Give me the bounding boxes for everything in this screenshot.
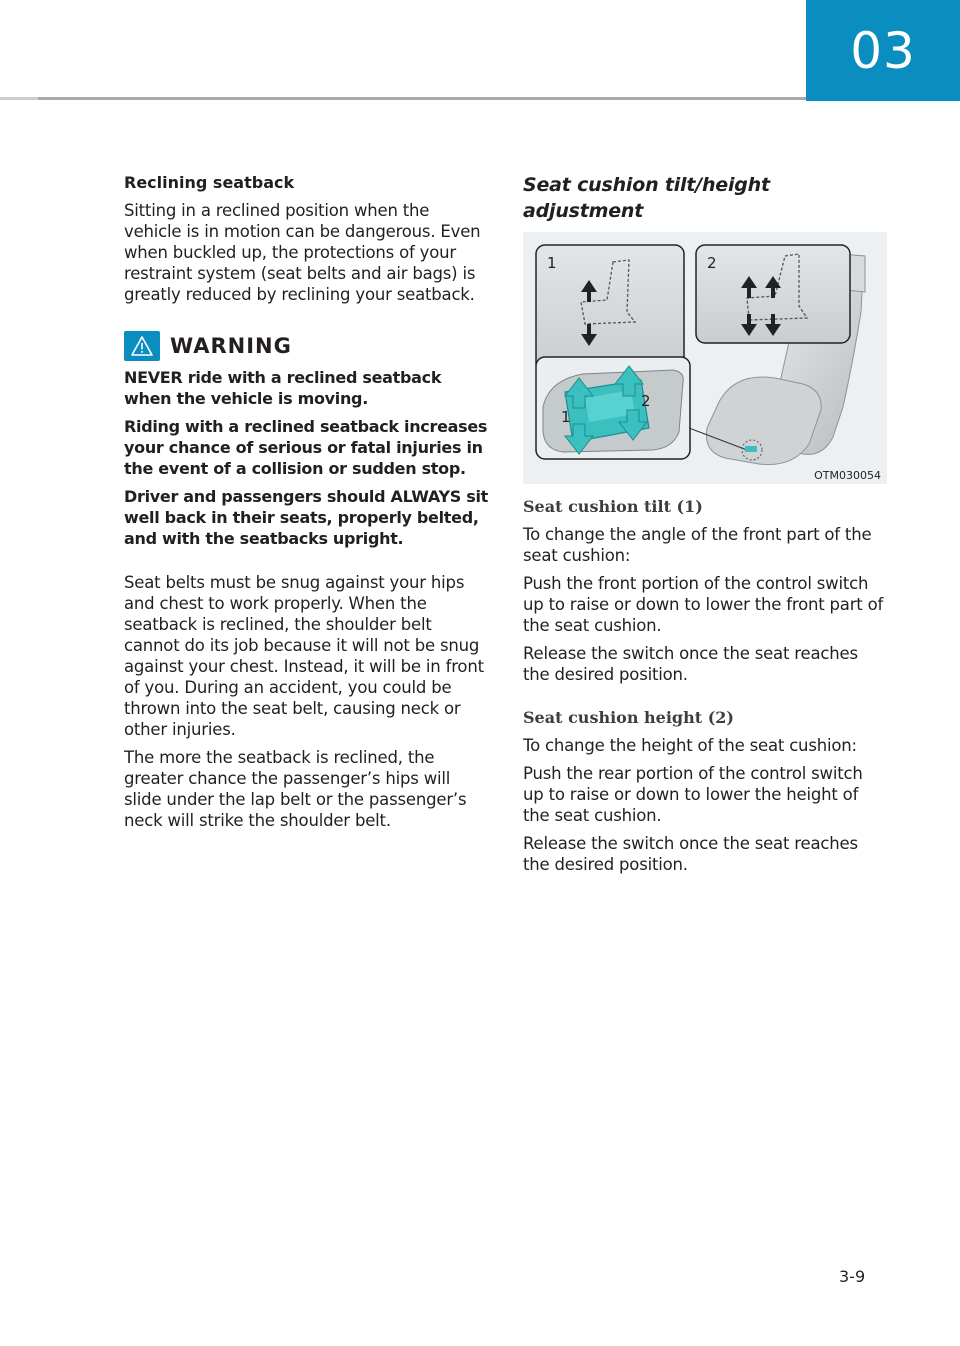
height-text-1: To change the height of the seat cushion: <box>523 736 857 755</box>
tilt-heading: Seat cushion tilt (1) <box>523 497 703 516</box>
reclining-heading: Reclining seatback <box>124 173 295 192</box>
tilt-text-2: Push the front portion of the control switch up to raise or down to lower the front part of the seat cushion. <box>523 574 884 635</box>
right-column <box>523 172 887 882</box>
seatbelt-paragraph: Seat belts must be snug against your hips and chest to work properly. When the seatback is reclined, the shoulder belt cannot do its job because it will not be snug against your chest. Instead, it will be in front of you. During an accident, you could be thrown into the seat belt, causing neck or other injuries. <box>124 573 484 739</box>
chapter-tab: 03 <box>806 0 960 101</box>
recline-paragraph: The more the seatback is reclined, the greater chance the passenger’s hips will slide under the lap belt or the passenger’s neck will strike the shoulder belt. <box>124 748 467 830</box>
header-rule <box>0 97 806 100</box>
tilt-text-3: Release the switch once the seat reaches the desired position. <box>523 644 858 684</box>
height-text-2: Push the rear portion of the control switch up to raise or down to lower the height of the seat cushion. <box>523 764 863 825</box>
warning-line-2: Riding with a reclined seatback increases your chance of serious or fatal injuries in the event of a collision or sudden stop. <box>124 417 488 478</box>
header-rule-accent <box>0 97 38 100</box>
reclining-text: Sitting in a reclined position when the vehicle is in motion can be dangerous. Even when buckled up, the protections of your restraint system (seat belts and air bags) is greatly reduced by reclining your seatback. <box>124 201 481 304</box>
warning-icon <box>124 331 160 361</box>
page-number: 3-9 <box>839 1267 866 1286</box>
switch-label-1: 1 <box>561 408 571 426</box>
panel-1-label: 1 <box>547 254 557 272</box>
switch-label-2: 2 <box>641 392 651 410</box>
panel-2-label: 2 <box>707 254 717 272</box>
warning-heading <box>124 331 490 361</box>
warning-title: WARNING <box>170 334 292 358</box>
seat-illustration <box>523 232 887 484</box>
figure-code: OTM030054 <box>814 469 881 482</box>
left-column <box>124 172 490 838</box>
warning-line-3: Driver and passengers should ALWAYS sit well back in their seats, properly belted, and with the seatbacks upright. <box>124 487 488 548</box>
tilt-text-1: To change the angle of the front part of the seat cushion: <box>523 525 872 565</box>
warning-line-1: NEVER ride with a reclined seatback when the vehicle is moving. <box>124 368 442 408</box>
seat-adjustment-figure <box>523 232 887 484</box>
height-heading: Seat cushion height (2) <box>523 708 734 727</box>
height-text-3: Release the switch once the seat reaches the desired position. <box>523 834 858 874</box>
section-title: Seat cushion tilt/height adjustment <box>523 174 770 222</box>
